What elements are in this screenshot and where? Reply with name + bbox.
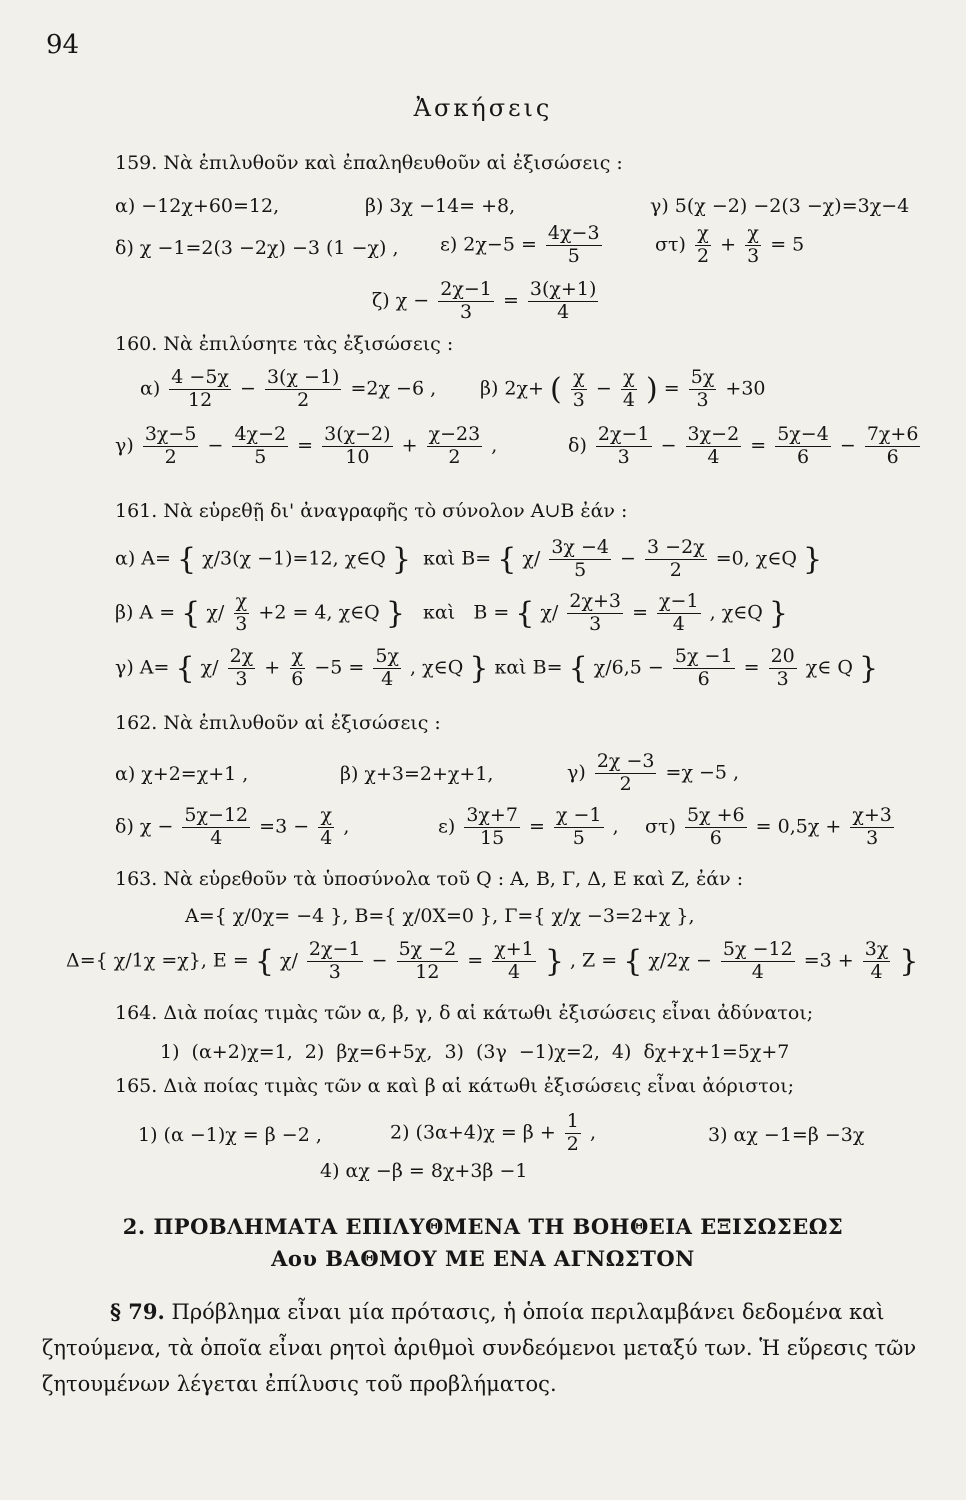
section-heading: 2. ΠΡΟΒΛΗΜΑΤΑ ΕΠΙΛΥΘΜΕΝΑ ΤΗ ΒΟΗΘΕΙΑ ΕΞΙΣΩΣΕΩΣ xyxy=(122,1214,844,1239)
operator: = xyxy=(528,815,545,838)
left-brace: { xyxy=(181,595,201,631)
ex159-d: δ) χ −1=2(3 −2χ) −3 (1 −χ) , xyxy=(115,237,399,259)
ex161-b xyxy=(115,592,788,635)
label: στ) xyxy=(655,233,686,256)
fraction xyxy=(595,752,657,795)
numerator: 2χ −3 xyxy=(596,750,655,772)
operator: − xyxy=(660,434,677,457)
ex164-equations: 1) (α+2)χ=1, 2) βχ=6+5χ, 3) (3γ −1)χ=2, 4) δχ+χ+1=5χ+7 xyxy=(160,1041,790,1063)
numerator: χ−23 xyxy=(428,423,481,445)
numerator: χ xyxy=(747,222,759,244)
ex163-line2 xyxy=(66,940,918,983)
set-prefix: χ/6,5 − xyxy=(593,656,664,679)
operator: = xyxy=(632,601,648,624)
page-title: Ἀσκήσεις xyxy=(413,94,553,122)
numerator: 3χ+7 xyxy=(466,804,518,826)
numerator: χ xyxy=(697,222,709,244)
operator: − xyxy=(620,547,636,570)
operator: =2χ −6 , xyxy=(350,377,437,400)
denominator: 4 xyxy=(320,826,333,849)
set-name: B= xyxy=(461,547,492,570)
ex162-e xyxy=(438,806,619,849)
operator: = xyxy=(750,434,767,457)
set-prefix: χ/ xyxy=(279,949,298,972)
ex162-a: α) χ+2=χ+1 , xyxy=(115,763,249,785)
set-suffix: =0, χ∈Q xyxy=(715,547,797,570)
fraction xyxy=(289,647,305,690)
operator: − xyxy=(371,949,388,972)
operator: − xyxy=(595,377,612,400)
fraction xyxy=(863,940,891,983)
denominator: 12 xyxy=(415,960,440,983)
numerator: 5χ −12 xyxy=(722,938,793,960)
fraction xyxy=(427,425,483,468)
numerator: 4χ−3 xyxy=(547,222,600,244)
set-prefix: χ/ xyxy=(522,547,541,570)
numerator: χ+1 xyxy=(494,938,534,960)
numerator: 5χ −1 xyxy=(674,645,733,667)
left-brace: { xyxy=(175,650,195,686)
label: α) A= xyxy=(115,547,171,570)
numerator: 3(χ−2) xyxy=(324,423,391,445)
set-content: χ/3(χ −1)=12, χ∈Q xyxy=(202,547,386,570)
denominator: 3 xyxy=(235,667,248,690)
operator: − xyxy=(240,377,256,400)
numerator: χ−1 xyxy=(659,590,699,612)
fraction xyxy=(322,425,392,468)
denominator: 3 xyxy=(460,300,473,323)
denominator: 3 xyxy=(328,960,341,983)
ex165-4: 4) αχ −β = 8χ+3β −1 xyxy=(320,1160,528,1182)
set-prefix: χ/ xyxy=(200,656,219,679)
fraction xyxy=(657,592,701,635)
ex162-g xyxy=(567,752,739,795)
numerator: 5χ xyxy=(690,366,715,388)
operator: =3 + xyxy=(803,949,854,972)
fraction xyxy=(645,538,707,581)
fraction xyxy=(554,806,604,849)
denominator: 3 xyxy=(776,667,789,690)
operator: = 0,5χ + xyxy=(755,815,842,838)
conjunction: καὶ xyxy=(494,656,527,679)
set-suffix: , χ∈Q xyxy=(709,601,763,624)
label: γ) A= xyxy=(115,656,170,679)
numerator: χ xyxy=(235,590,248,612)
ex161-a xyxy=(115,538,822,581)
ex160-a xyxy=(140,368,436,411)
left-brace: { xyxy=(497,541,517,577)
fraction xyxy=(686,425,742,468)
operator: , xyxy=(589,1121,596,1144)
operator: , xyxy=(343,815,350,838)
fraction xyxy=(265,368,341,411)
operator: =χ −5 , xyxy=(665,761,740,784)
fraction xyxy=(228,647,256,690)
set-suffix: χ∈ Q xyxy=(805,656,853,679)
page-number: 94 xyxy=(46,30,80,60)
numerator: 3χ−5 xyxy=(144,423,197,445)
numerator: χ xyxy=(320,804,332,826)
fraction xyxy=(373,647,401,690)
numerator: 2χ xyxy=(229,645,254,667)
fraction xyxy=(233,592,249,635)
fraction xyxy=(397,940,459,983)
set-suffix: , χ∈Q xyxy=(410,656,464,679)
operator: + xyxy=(264,656,281,679)
denominator: 4 xyxy=(210,826,223,849)
left-brace: { xyxy=(515,595,535,631)
left-brace: { xyxy=(176,541,197,577)
numerator: 2χ−1 xyxy=(308,938,361,960)
denominator: 2 xyxy=(164,445,177,468)
fraction xyxy=(492,940,536,983)
numerator: 5χ−12 xyxy=(184,804,249,826)
numerator: 5χ xyxy=(375,645,399,667)
denominator: 6 xyxy=(291,667,304,690)
denominator: 2 xyxy=(297,388,310,411)
operator: , xyxy=(612,815,619,838)
numerator: χ −1 xyxy=(555,804,602,826)
numerator: 5χ −2 xyxy=(398,938,457,960)
label: γ) xyxy=(115,434,134,457)
numerator: 3χ xyxy=(864,938,889,960)
set-name: , Z = xyxy=(569,949,618,972)
operator: + xyxy=(401,434,418,457)
fraction xyxy=(318,806,334,849)
numerator: 3 −2χ xyxy=(647,536,705,558)
numerator: χ xyxy=(291,645,304,667)
fraction xyxy=(571,368,587,411)
operator: = xyxy=(297,434,314,457)
denominator: 12 xyxy=(188,388,213,411)
exercise-165-heading: 165. Διὰ ποίας τιμὰς τῶν α καὶ β αἱ κάτωθι ἐξισώσεις εἶναι ἀόριστοι; xyxy=(115,1075,795,1097)
denominator: 3 xyxy=(696,388,709,411)
fraction xyxy=(695,224,711,267)
ex161-g xyxy=(115,647,878,690)
operator: =3 − xyxy=(259,815,310,838)
left-paren: ( xyxy=(550,371,562,407)
label: β) 2χ+ xyxy=(480,377,544,400)
paragraph-number: § 79. xyxy=(110,1299,165,1324)
denominator: 5 xyxy=(567,244,580,267)
numerator: 3χ−2 xyxy=(687,423,740,445)
fraction xyxy=(673,647,735,690)
ex160-b xyxy=(480,368,766,411)
numerator: 5χ +6 xyxy=(686,804,745,826)
denominator: 5 xyxy=(574,558,587,581)
ex165-1: 1) (α −1)χ = β −2 , xyxy=(138,1124,322,1146)
denominator: 3 xyxy=(589,612,602,635)
denominator: 4 xyxy=(557,300,570,323)
right-paren: ) xyxy=(646,371,658,407)
denominator: 5 xyxy=(254,445,267,468)
ex165-2 xyxy=(390,1112,596,1155)
numerator: 7χ+6 xyxy=(866,423,919,445)
right-brace: } xyxy=(859,650,879,686)
left-brace: { xyxy=(568,650,588,686)
denominator: 15 xyxy=(480,826,505,849)
label: γ) xyxy=(567,761,586,784)
right-brace: } xyxy=(803,541,823,577)
fraction xyxy=(850,806,894,849)
exercise-162-heading: 162. Νὰ ἐπιλυθοῦν αἱ ἐξισώσεις : xyxy=(115,712,441,734)
denominator: 3 xyxy=(866,826,879,849)
fraction xyxy=(685,806,747,849)
denominator: 10 xyxy=(345,445,370,468)
operator: = 5 xyxy=(770,233,805,256)
fraction xyxy=(438,280,494,323)
set-name: B= xyxy=(532,656,563,679)
left-brace: { xyxy=(623,943,643,979)
fraction xyxy=(775,425,831,468)
denominator: 3 xyxy=(572,388,585,411)
right-brace: } xyxy=(469,650,489,686)
label: α) xyxy=(140,377,161,400)
fraction xyxy=(565,1112,581,1155)
numerator: 2χ−1 xyxy=(440,278,492,300)
conjunction: καὶ xyxy=(423,601,456,624)
numerator: 4 −5χ xyxy=(171,366,229,388)
label: ε) xyxy=(438,815,456,838)
denominator: 2 xyxy=(448,445,461,468)
fraction xyxy=(464,806,520,849)
operator: − xyxy=(839,434,856,457)
right-brace: } xyxy=(391,541,411,577)
fraction xyxy=(546,224,602,267)
set-content: +2 = 4, χ∈Q xyxy=(258,601,380,624)
right-brace: } xyxy=(899,943,919,979)
set-prefix: χ/2χ − xyxy=(648,949,712,972)
label: δ) χ − xyxy=(115,815,174,838)
exercise-160-heading: 160. Νὰ ἐπιλύσητε τὰς ἐξισώσεις : xyxy=(115,333,454,355)
operator: , xyxy=(491,434,498,457)
denominator: 4 xyxy=(622,388,635,411)
ex159-g: γ) 5(χ −2) −2(3 −χ)=3χ−4 xyxy=(650,195,910,217)
label: δ) xyxy=(568,434,587,457)
fraction xyxy=(721,940,795,983)
operator: − xyxy=(207,434,224,457)
fraction xyxy=(143,425,199,468)
set-prefix: χ/ xyxy=(540,601,559,624)
denominator: 2 xyxy=(669,558,682,581)
fraction xyxy=(182,806,250,849)
ex159-e-pre: ε) 2χ−5 = xyxy=(440,233,537,256)
label: β) A = xyxy=(115,601,176,624)
ex162-d xyxy=(115,806,349,849)
numerator: 4χ−2 xyxy=(234,423,287,445)
numerator: 5χ−4 xyxy=(777,423,829,445)
ex160-d xyxy=(568,425,923,468)
numerator: χ+3 xyxy=(852,804,892,826)
operator: = xyxy=(502,289,519,312)
operator: +30 xyxy=(725,377,766,400)
denominator: 2 xyxy=(696,244,710,267)
ex162-st xyxy=(645,806,897,849)
fraction xyxy=(549,538,611,581)
ex159-z xyxy=(372,280,601,323)
operator: = xyxy=(663,377,680,400)
label: 2) (3α+4)χ = β + xyxy=(390,1121,556,1144)
fraction xyxy=(528,280,598,323)
operator: −5 = xyxy=(314,656,365,679)
set-prefix: χ/ xyxy=(206,601,225,624)
label: στ) xyxy=(645,815,676,838)
numerator: 2χ−1 xyxy=(597,423,650,445)
numerator: 3(χ+1) xyxy=(529,278,597,300)
denominator: 6 xyxy=(709,826,722,849)
ex159-st xyxy=(655,224,804,267)
numerator: 2χ+3 xyxy=(569,590,622,612)
denominator: 6 xyxy=(697,667,710,690)
denominator: 4 xyxy=(870,960,883,983)
fraction xyxy=(596,425,652,468)
exercise-163-heading: 163. Νὰ εὑρεθοῦν τὰ ὑποσύνολα τοῦ Q : A, B, Γ, Δ, E καὶ Z, ἐάν : xyxy=(115,868,744,890)
ex159-b: β) 3χ −14= +8, xyxy=(365,195,516,217)
exercise-161-heading: 161. Νὰ εὑρεθῇ δι' ἀναγραφῆς τὸ σύνολον A∪B ἐάν : xyxy=(115,500,628,522)
fraction xyxy=(865,425,921,468)
label: ζ) χ − xyxy=(372,289,430,312)
numerator: 3χ −4 xyxy=(551,536,609,558)
numerator: 1 xyxy=(566,1110,579,1132)
fraction xyxy=(567,592,623,635)
fraction xyxy=(169,368,231,411)
ex159-e xyxy=(440,224,605,267)
denominator: 4 xyxy=(672,612,685,635)
right-brace: } xyxy=(768,595,788,631)
numerator: 3(χ −1) xyxy=(266,366,340,388)
set-name: B = xyxy=(473,601,510,624)
left-brace: { xyxy=(254,943,274,979)
denominator: 2 xyxy=(566,1132,579,1155)
denominator: 3 xyxy=(747,244,760,267)
denominator: 4 xyxy=(707,445,720,468)
right-brace: } xyxy=(544,943,564,979)
ex165-3: 3) αχ −1=β −3χ xyxy=(708,1124,865,1146)
denominator: 5 xyxy=(572,826,585,849)
denominator: 3 xyxy=(617,445,630,468)
numerator: 20 xyxy=(770,645,795,667)
ex160-g xyxy=(115,425,497,468)
ex163-line1: A={ χ/0χ= −4 }, B={ χ/0X=0 }, Γ={ χ/χ −3=2+χ }, xyxy=(185,905,695,927)
set-delta: Δ={ χ/1χ =χ}, E = xyxy=(66,949,249,972)
operator: = xyxy=(743,656,760,679)
operator: = xyxy=(467,949,484,972)
paragraph-79 xyxy=(42,1294,942,1402)
denominator: 2 xyxy=(619,772,632,795)
denominator: 6 xyxy=(796,445,810,468)
numerator: χ xyxy=(623,366,635,388)
fraction xyxy=(621,368,637,411)
right-brace: } xyxy=(385,595,405,631)
ex159-a: α) −12χ+60=12, xyxy=(115,195,280,217)
ex162-b: β) χ+3=2+χ+1, xyxy=(340,763,494,785)
section-subheading: Aου ΒΑΘΜΟΥ ΜΕ ΕΝΑ ΑΓΝΩΣΤΟΝ xyxy=(271,1246,695,1271)
denominator: 3 xyxy=(235,612,248,635)
denominator: 4 xyxy=(751,960,764,983)
denominator: 4 xyxy=(507,960,521,983)
paragraph-text: Πρόβλημα εἶναι μία πρότασις, ἡ ὁποία περιλαμβάνει δεδομένα καὶ ζητούμενα, τὰ ὁποῖα εἶναι ρητοὶ ἀριθμοὶ συνδεόμενοι μεταξύ των. Ἡ εὕρεσις τῶν ζητουμένων λέγεται ἐπίλυσις τοῦ προβλήματος. xyxy=(42,1300,917,1396)
numerator: χ xyxy=(573,366,585,388)
conjunction: καὶ xyxy=(423,547,456,570)
fraction xyxy=(232,425,288,468)
fraction xyxy=(769,647,797,690)
fraction xyxy=(689,368,717,411)
fraction xyxy=(307,940,363,983)
exercise-159-heading: 159. Νὰ ἐπιλυθοῦν καὶ ἐπαληθευθοῦν αἱ ἐξισώσεις : xyxy=(115,152,623,174)
denominator: 4 xyxy=(381,667,394,690)
denominator: 6 xyxy=(886,445,899,468)
exercise-164-heading: 164. Διὰ ποίας τιμὰς τῶν α, β, γ, δ αἱ κάτωθι ἐξισώσεις εἶναι ἀδύνατοι; xyxy=(115,1002,814,1024)
operator: + xyxy=(720,233,737,256)
fraction xyxy=(745,224,761,267)
